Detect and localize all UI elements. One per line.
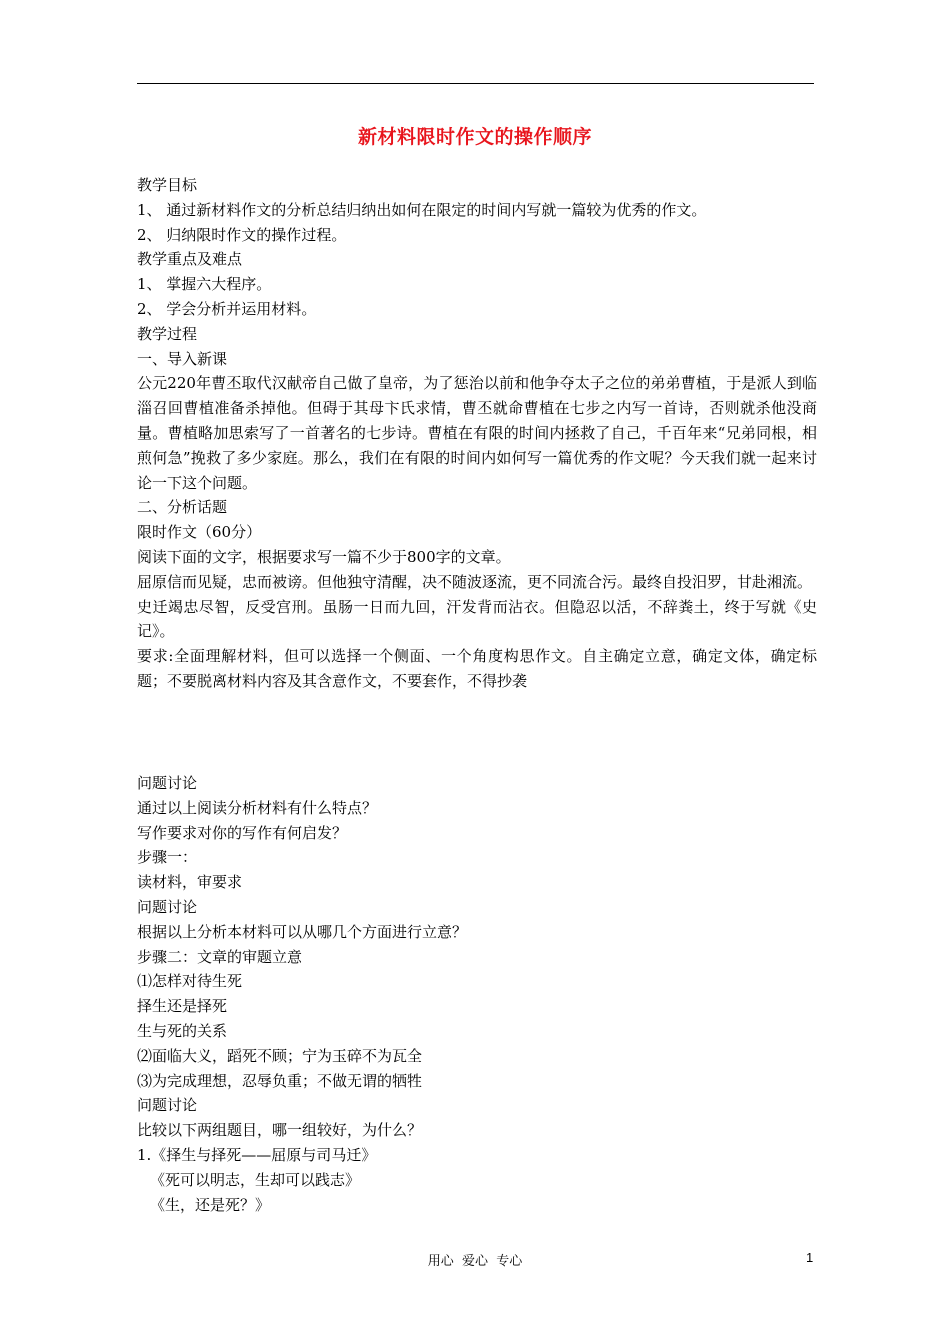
list-item: 生与死的关系 [137, 1021, 228, 1040]
discussion-question: 比较以下两组题目，哪一组较好，为什么？ [137, 1121, 423, 1140]
material-paragraph-1: 屈原信而见疑，忠而被谤。但他独守清醒，决不随波逐流，更不同流合污。最终自投汨罗，甘赴湘流。 [137, 572, 813, 591]
list-item: ⑴怎样对待生死 [137, 972, 243, 991]
discussion-heading: 问题讨论 [137, 1096, 198, 1115]
discussion-question: 通过以上阅读分析材料有什么特点？ [137, 798, 378, 817]
process-step-intro: 一、导入新课 [137, 349, 228, 368]
intro-paragraph: 公元220年曹丕取代汉献帝自己做了皇帝，为了惩治以前和他争夺太子之位的弟弟曹植，于是派人到临淄召回曹植准备杀掉他。但碍于其母卞氏求情，曹丕就命曹植在七步之内写一首诗，否则就杀他没商量。曹植略加思索写了一首著名的七步诗。曹植在有限的时间内拯救了自己，千百年来“兄弟同根，相煎何急”挽救了多少家庭。那么，我们在有限的时间内如何写一篇优秀的作文呢？今天我们就一起来讨论一下这个问题。 [137, 374, 817, 492]
footer-text: 用心 爱心 专心 [427, 1254, 523, 1269]
title-option-1-sub: 《生，还是死？》 [150, 1195, 271, 1214]
discussion-heading: 问题讨论 [137, 897, 198, 916]
document-title: 新材料限时作文的操作顺序 [357, 126, 592, 148]
objective-item-2: 2、 归纳限时作文的操作过程。 [137, 225, 347, 244]
body-block-2 [137, 771, 817, 1217]
section-heading-objectives: 教学目标 [137, 176, 198, 194]
reading-instruction: 阅读下面的文字，根据要求写一篇不少于800字的文章。 [137, 547, 511, 566]
step-heading: 步骤一： [137, 848, 198, 867]
key-point-item-2: 2、 学会分析并运用材料。 [137, 299, 317, 318]
discussion-question: 写作要求对你的写作有何启发？ [137, 823, 348, 842]
list-item: ⑵面临大义，蹈死不顾；宁为玉碎不为瓦全 [137, 1046, 423, 1065]
key-point-item-1: 1、 掌握六大程序。 [137, 275, 272, 294]
section-heading-key-points: 教学重点及难点 [137, 250, 243, 269]
objective-item-1: 1、 通过新材料作文的分析总结归纳出如何在限定的时间内写就一篇较为优秀的作文。 [137, 200, 707, 219]
page-number: 1 [806, 1250, 814, 1265]
material-paragraph-2: 史迁竭忠尽智，反受宫刑。虽肠一日而九回，汗发背而沾衣。但隐忍以活，不辞粪土，终于写就《史记》。 [137, 597, 817, 641]
title-option-1: 1.《择生与择死——屈原与司马迁》 [137, 1145, 377, 1164]
process-step-analysis: 二、分析话题 [137, 498, 228, 517]
timed-essay-heading: 限时作文（60分） [137, 523, 262, 542]
list-item: 择生还是择死 [137, 997, 228, 1016]
title-option-1-sub: 《死可以明志，生却可以践志》 [150, 1170, 361, 1189]
body-block-1 [137, 173, 817, 694]
list-item: ⑶为完成理想，忍辱负重；不做无谓的牺牲 [137, 1071, 423, 1090]
step-content: 读材料，审要求 [137, 873, 243, 892]
discussion-heading: 问题讨论 [137, 774, 198, 792]
header-rule [137, 83, 814, 84]
discussion-question: 根据以上分析本材料可以从哪几个方面进行立意？ [137, 922, 468, 941]
requirement-paragraph: 要求:全面理解材料，但可以选择一个侧面、一个角度构思作文。自主确定立意，确定文体，确定标题；不要脱离材料内容及其含意作文，不要套作，不得抄袭 [137, 647, 817, 690]
step-heading: 步骤二：文章的审题立意 [137, 947, 303, 966]
section-heading-process: 教学过程 [137, 324, 198, 343]
